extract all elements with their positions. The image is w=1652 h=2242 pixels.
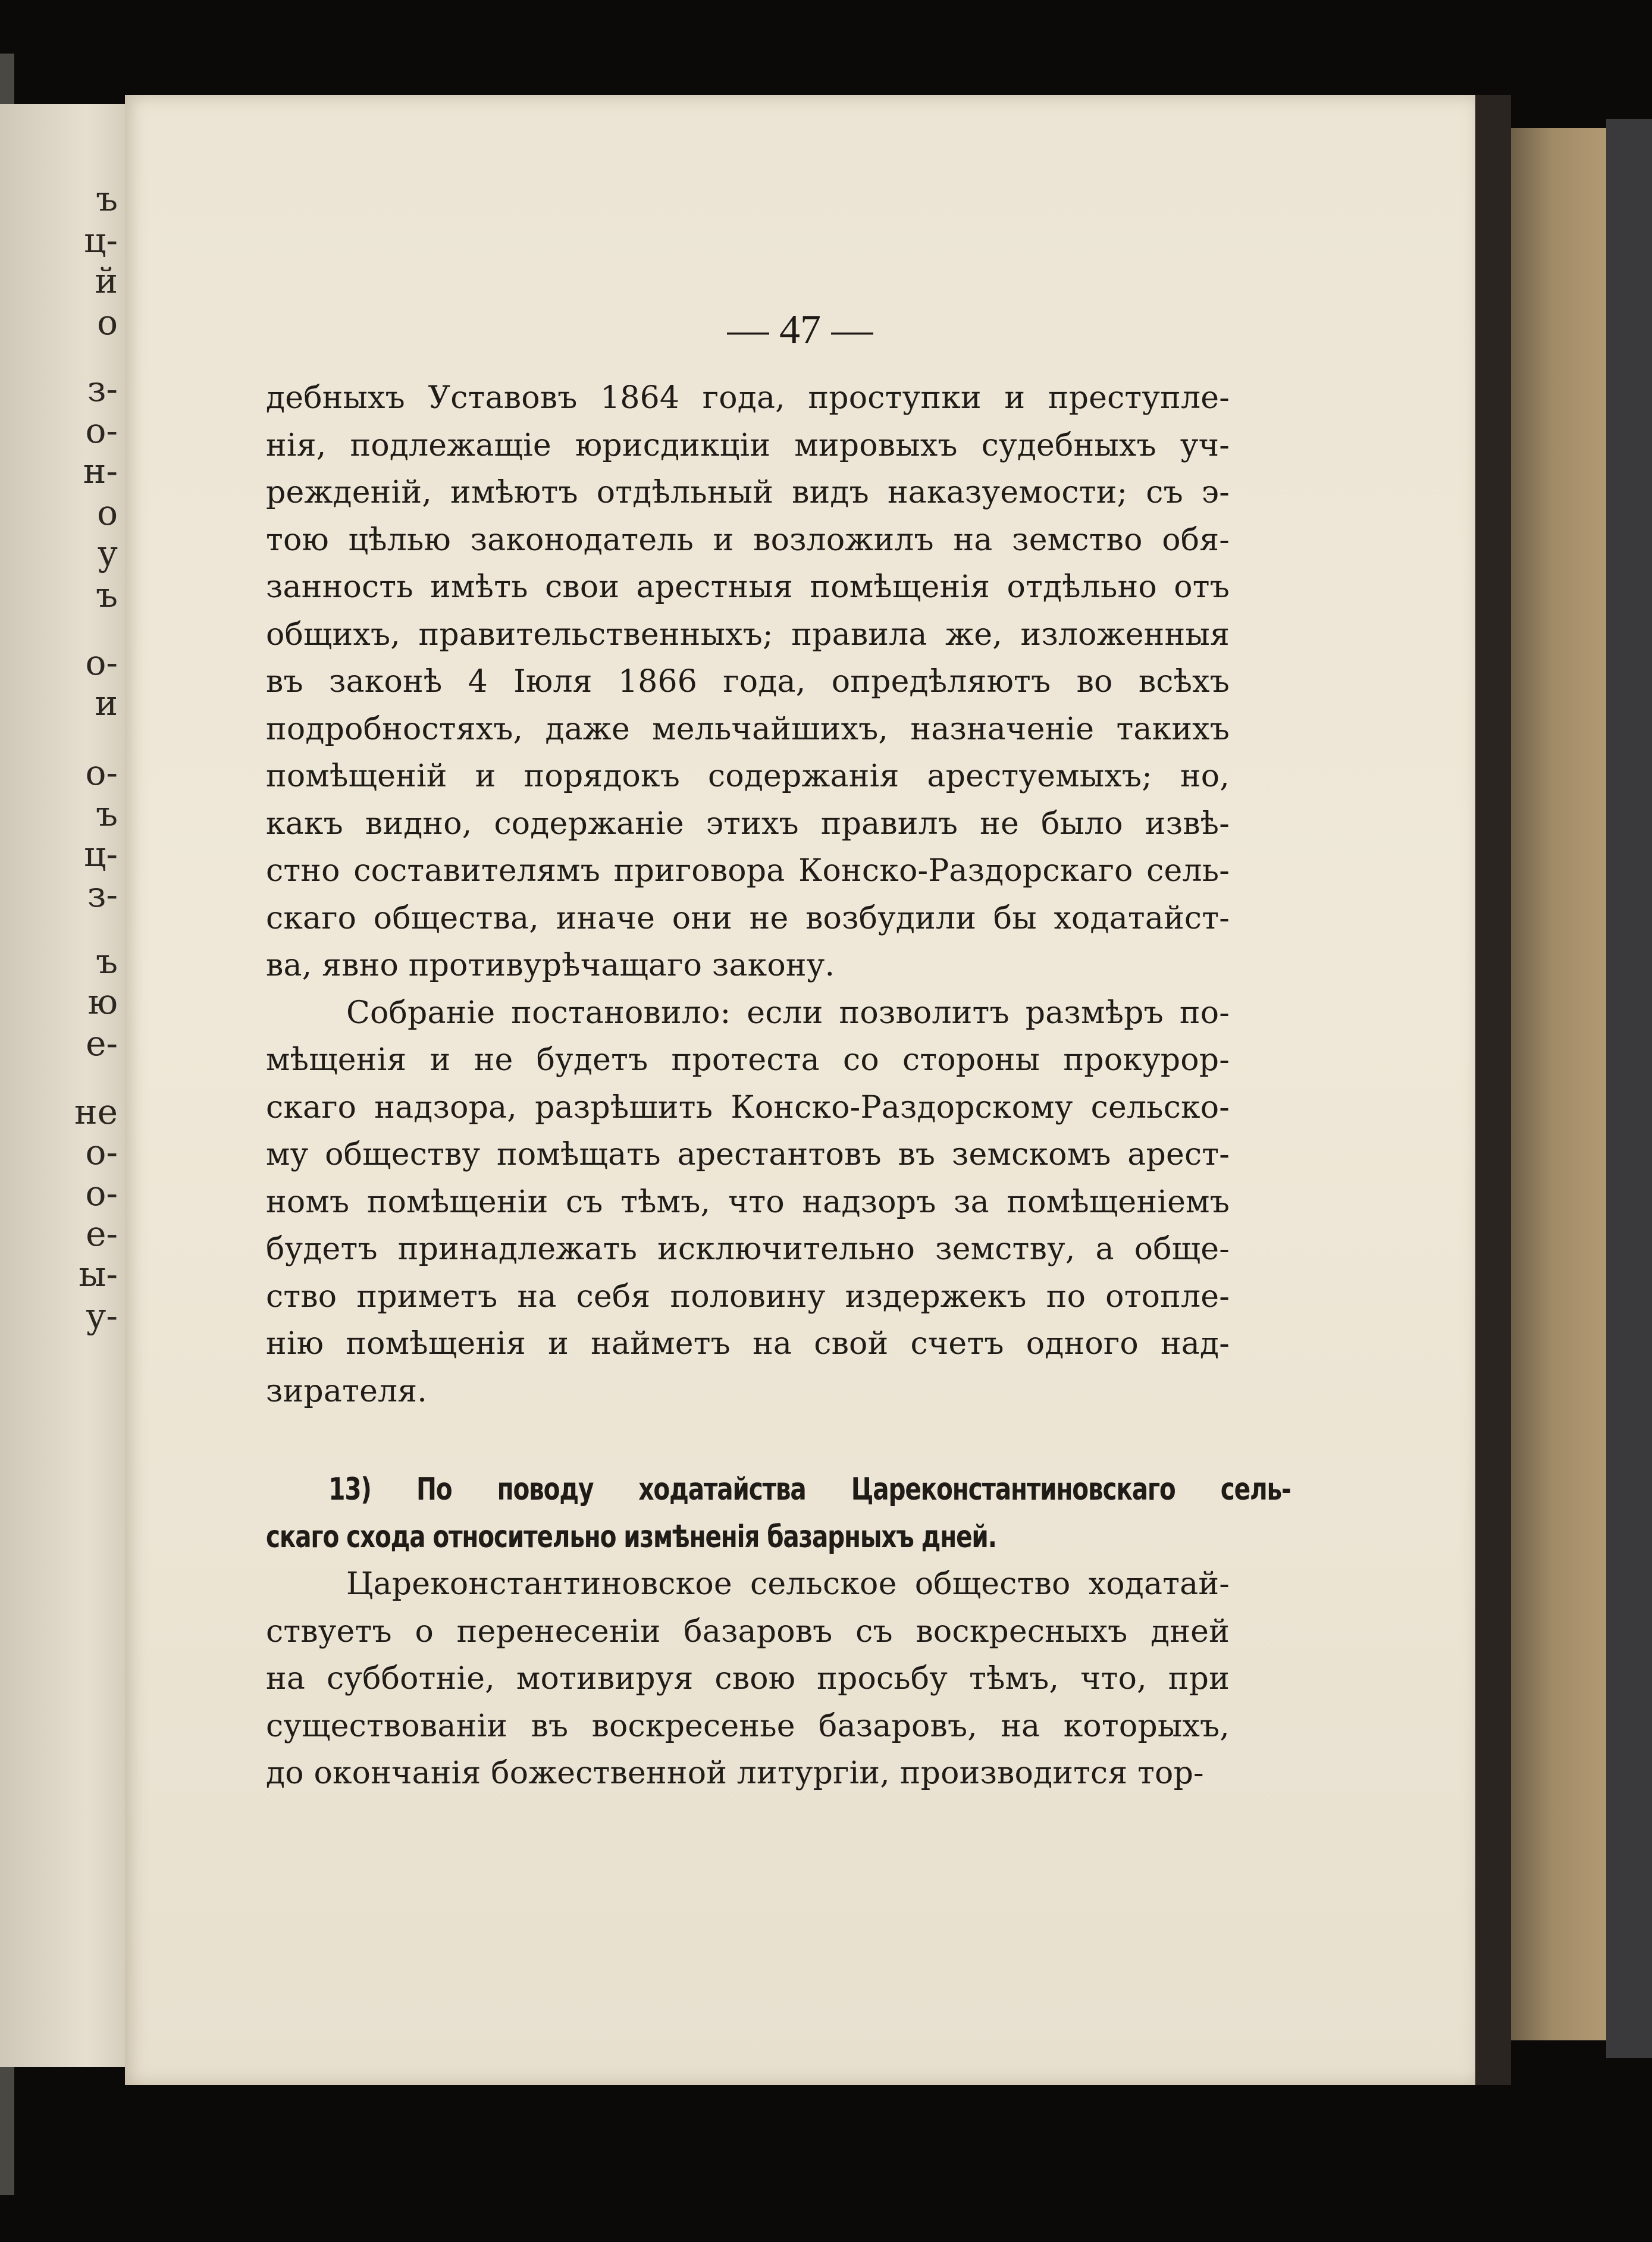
text-line: тою цѣлью законодатель и возложилъ на земство обя- [266, 522, 1230, 558]
text-line: ва, явно противурѣчащаго закону. [266, 948, 835, 983]
left-page-fragment: у- [86, 1296, 118, 1336]
left-page-fragment: и [95, 683, 118, 723]
text-line: нія, подлежащіе юрисдикціи мировыхъ судебныхъ уч- [266, 427, 1230, 463]
text-line: до окончанія божественной литургіи, производится тор- [266, 1755, 1204, 1791]
text-line: зирателя. [266, 1373, 428, 1409]
text-line: ствуетъ о перенесеніи базаровъ съ воскресныхъ дней [266, 1613, 1230, 1650]
book-cover [1606, 119, 1652, 2058]
left-page-fragment: у [97, 533, 118, 573]
left-page-fragment: о- [85, 642, 118, 683]
book-binding [1469, 95, 1511, 2085]
text-line: ство приметъ на себя половину издержекъ по отопле- [266, 1278, 1230, 1315]
left-page-fragment: о- [85, 410, 118, 451]
page-text [266, 375, 1291, 1798]
left-page-fragment: е- [86, 1213, 118, 1254]
left-page-fragment: ы- [79, 1254, 118, 1294]
left-page-fragment: з- [87, 369, 118, 409]
text-line: занность имѣть свои арестныя помѣщенія отдѣльно отъ [266, 569, 1230, 605]
text-line: подробностяхъ, даже мельчайшихъ, назначеніе такихъ [266, 711, 1230, 747]
section-heading-line: 13) По поводу ходатайства Цареконстантиновскаго сель- [328, 1472, 1291, 1507]
left-page-fragment: о [97, 493, 118, 533]
text-line: какъ видно, содержаніе этихъ правилъ не было извѣ- [266, 805, 1230, 842]
left-page-fragment: ю [87, 982, 118, 1022]
left-page-fragment: о- [85, 1173, 118, 1213]
text-line: существованіи въ воскресенье базаровъ, на которыхъ, [266, 1708, 1230, 1744]
text-line: режденій, имѣютъ отдѣльный видъ наказуемости; съ э- [266, 475, 1230, 510]
left-page-fragment: ъ [96, 794, 118, 834]
left-page-fragment: н- [83, 451, 118, 491]
left-page-fragment: ъ [96, 178, 118, 219]
left-page-fragment: ъ [96, 575, 118, 615]
left-page-fragment: ц- [84, 220, 118, 261]
left-page-fragment: з- [87, 874, 118, 915]
left-page-fragment: ц- [84, 834, 118, 874]
text-line: номъ помѣщеніи съ тѣмъ, что надзоръ за помѣщеніемъ [266, 1184, 1230, 1220]
text-line: мѣщенія и не будетъ протеста со стороны прокурор- [266, 1042, 1230, 1078]
text-line: въ законѣ 4 Іюля 1866 года, опредѣляютъ во всѣхъ [266, 664, 1230, 700]
page-number: — 47 — [727, 307, 873, 353]
left-page-fragment: о- [85, 1132, 118, 1172]
left-page-fragment: ъ [96, 941, 118, 982]
text-line: скаго надзора, разрѣшить Конско-Раздорскому сельско- [266, 1089, 1230, 1125]
left-page [0, 104, 125, 2067]
text-line: помѣщеній и порядокъ содержанія арестуемыхъ; но, [266, 758, 1230, 794]
text-line: Цареконстантиновское сельское общество ходатай- [346, 1566, 1230, 1602]
text-line: скаго общества, иначе они не возбудили бы ходатайст- [266, 900, 1230, 936]
left-page-fragment: не [74, 1092, 118, 1132]
right-page [125, 95, 1475, 2085]
section-gap [266, 1415, 1230, 1466]
page-edges [1511, 128, 1612, 2040]
section-heading-line: скаго схода относительно измѣненія базарныхъ дней. [266, 1519, 996, 1555]
text-line: на субботніе, мотивируя свою просьбу тѣмъ, что, при [266, 1661, 1230, 1697]
left-page-fragment: е- [86, 1023, 118, 1064]
text-line: общихъ, правительственныхъ; правила же, изложенныя [266, 616, 1230, 653]
text-line: будетъ принадлежать исключительно земству, а обще- [266, 1231, 1230, 1267]
text-line: му обществу помѣщать арестантовъ въ земскомъ арест- [266, 1137, 1230, 1172]
text-line: дебныхъ Уставовъ 1864 года, проступки и преступле- [266, 380, 1230, 416]
left-page-fragment: о- [85, 752, 118, 793]
left-page-fragment: й [95, 261, 118, 301]
left-page-fragment: о [97, 302, 118, 343]
text-line: нію помѣщенія и найметъ на свой счетъ одного над- [266, 1326, 1230, 1362]
text-line: Собраніе постановило: если позволитъ размѣръ по- [346, 995, 1230, 1031]
text-line: стно составителямъ приговора Конско-Раздорскаго сель- [266, 853, 1230, 889]
